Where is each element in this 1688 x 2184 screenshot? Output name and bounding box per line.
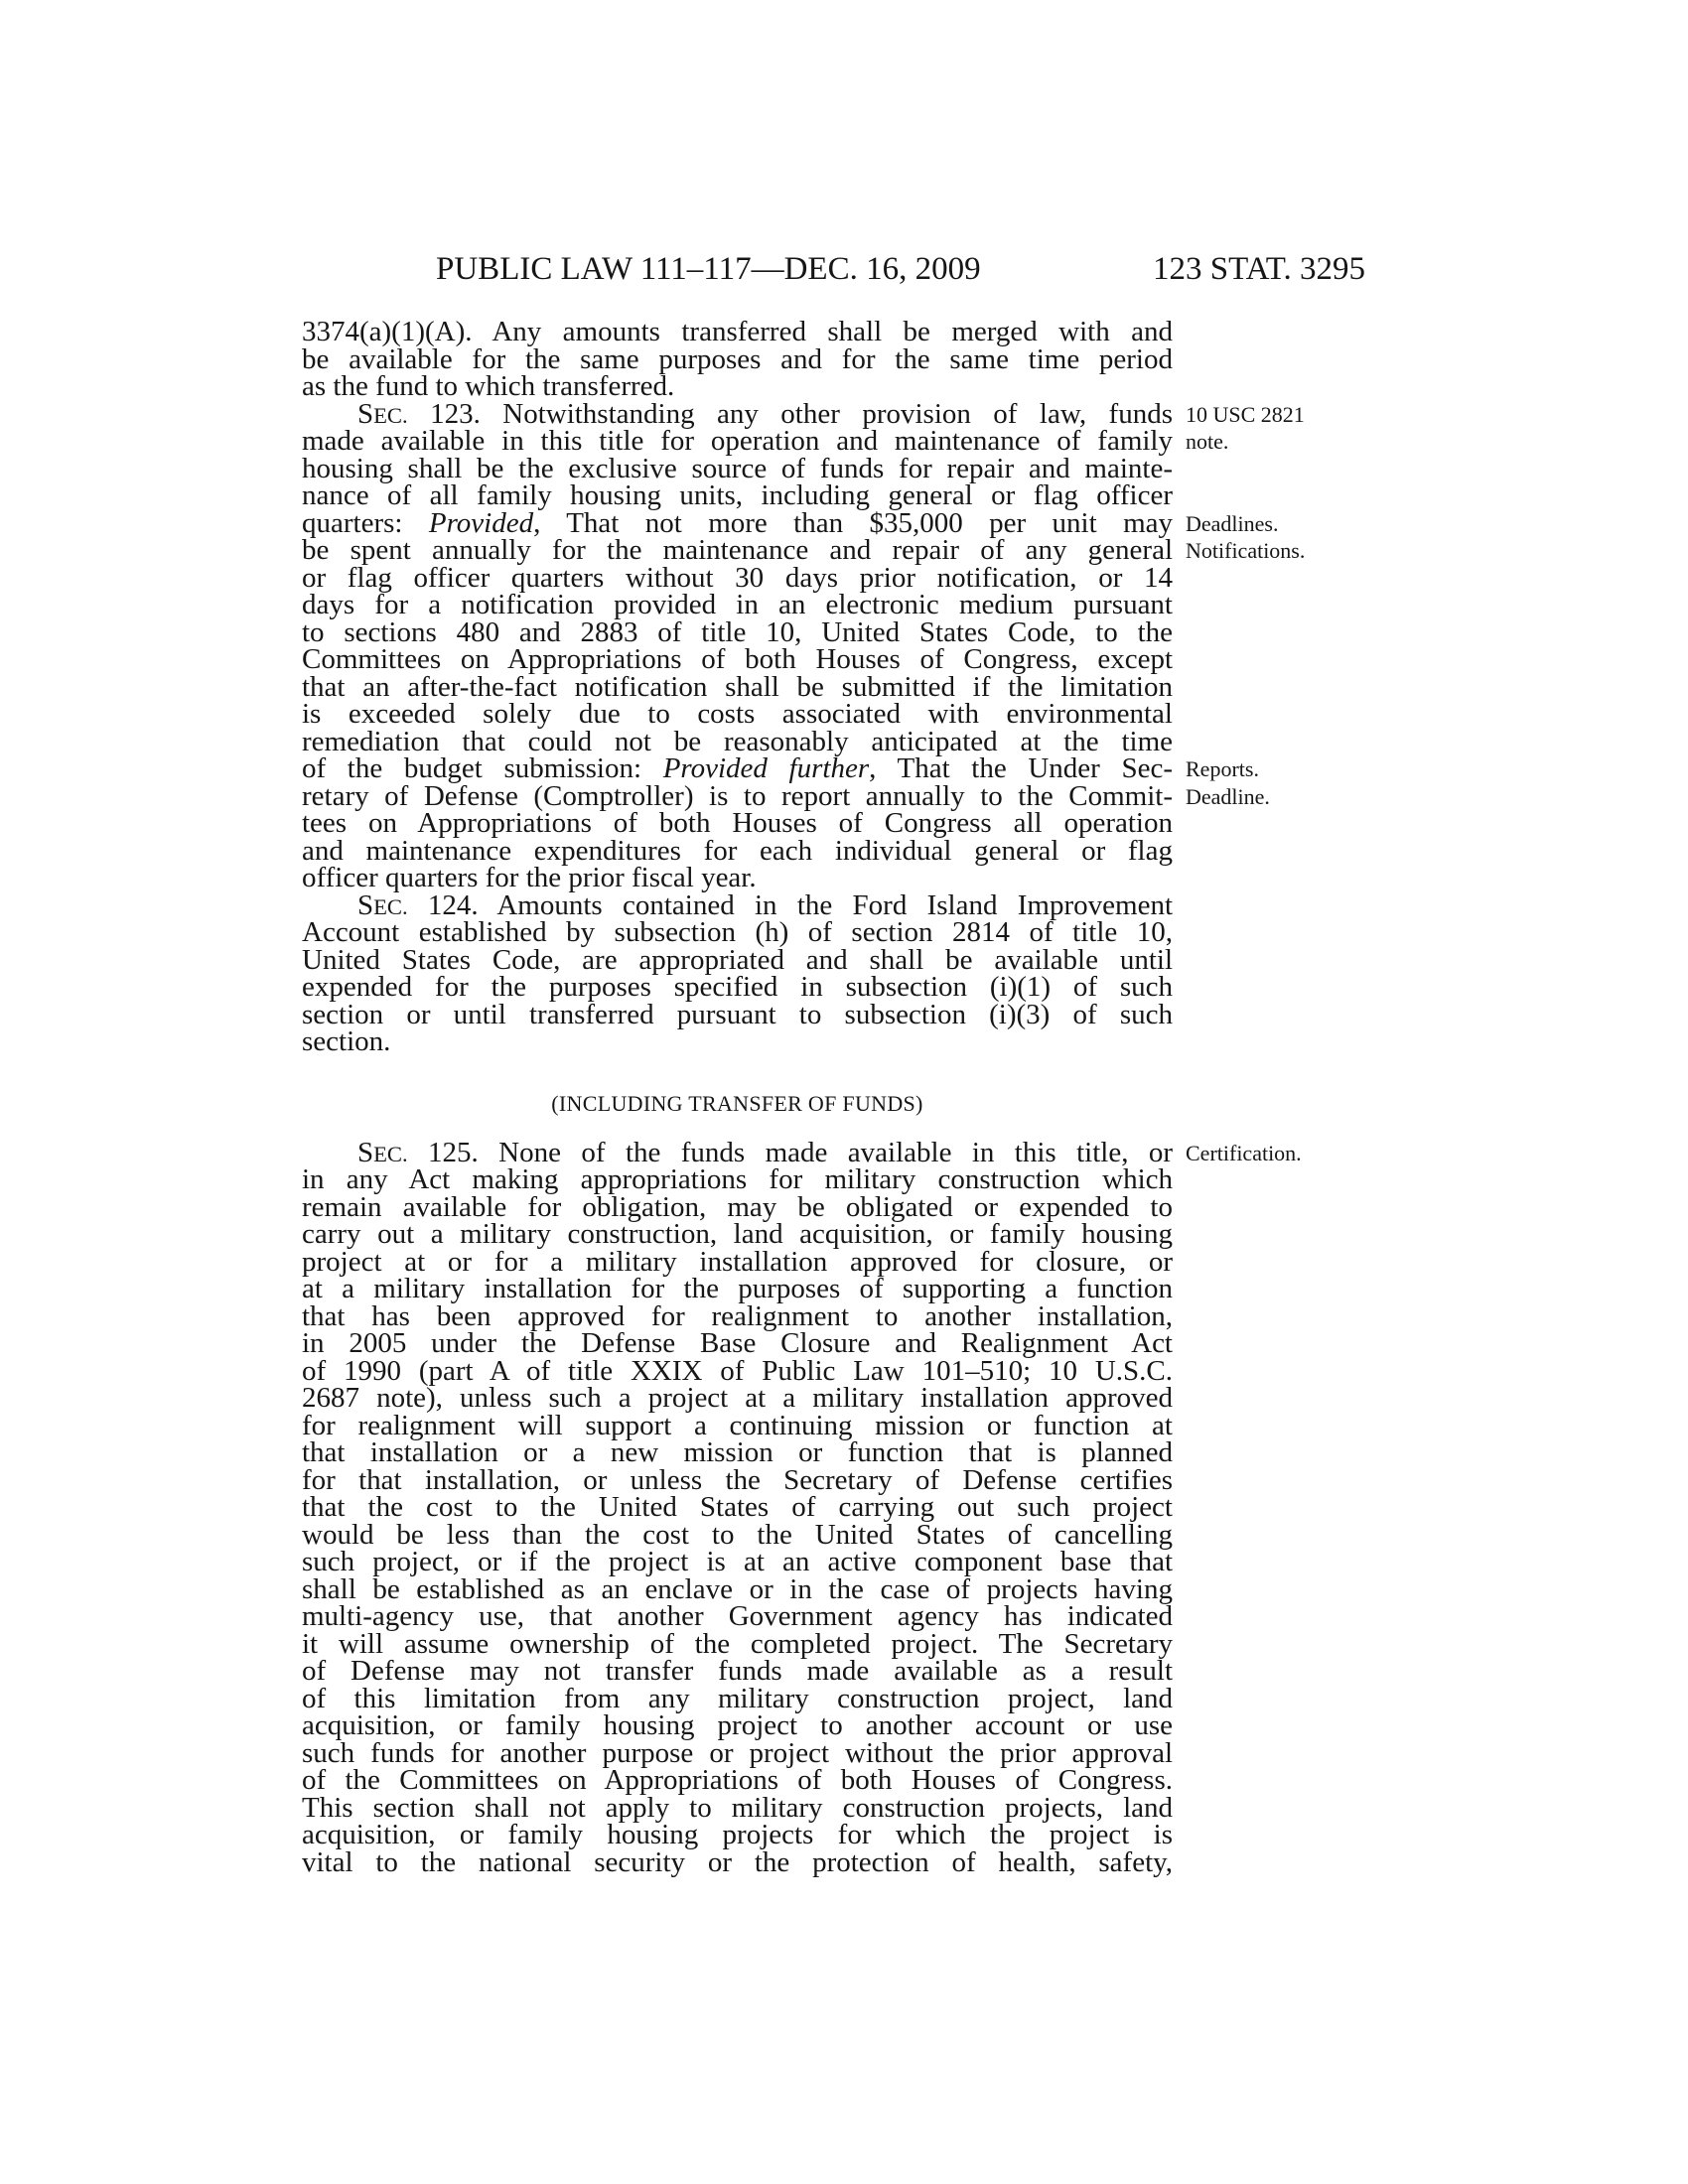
italic-text: Provided [428,506,534,539]
italic-text: Provided further [662,752,870,784]
text-line: retary of Defense (Comptroller) is to report annually to the Commit- Deadline. [302,779,1270,812]
text-line: be available for the same purposes and for the same time period [302,342,1173,375]
margin-note: Certification. [1186,1140,1302,1165]
text-line: 2687 note), unless such a project at a military installation approved [302,1382,1173,1414]
text-line: would be less than the cost to the United States of cancelling [302,1518,1173,1551]
section-label: SEC. [357,1136,408,1168]
text-line: it will assume ownership of the completed project. The Secretary [302,1627,1173,1660]
text-line: This section shall not apply to military construction projects, land [302,1791,1173,1824]
text-line: Account established by subsection (h) of section 2814 of title 10, [302,916,1173,948]
text-line: SEC. 124. Amounts contained in the Ford Island Improvement [357,888,1173,921]
text-line: as the fund to which transferred. [302,370,675,402]
text-line: SEC. 123. Notwithstanding any other provision of law, funds 10 USC 2821 [357,397,1305,430]
body-text [302,316,1306,1878]
text-line: shall be established as an enclave or in the case of projects having [302,1572,1173,1605]
section-label: SEC. [357,888,408,921]
text-line: 3374(a)(1)(A). Any amounts transferred shall be merged with and [302,316,1173,347]
text-line: made available in this title for operation and maintenance of family note. [302,425,1229,457]
text-line: tees on Appropriations of both Houses of Congress all operation [302,807,1173,839]
text-line: housing shall be the exclusive source of funds for repair and mainte- [302,452,1173,484]
text-line: acquisition, or family housing project to another account or use [302,1709,1173,1741]
section-label: SEC. [357,397,408,430]
text-line: be spent annually for the maintenance and repair of any general Notifications. [302,534,1306,566]
text-line: section. [302,1025,391,1057]
text-line: section or until transferred pursuant to subsection (i)(3) of such [302,998,1173,1030]
section-125-paragraph [302,1136,1302,1878]
text-line: Committees on Appropriations of both Houses of Congress, except [302,643,1173,675]
text-line: at a military installation for the purposes of supporting a function [302,1273,1173,1304]
running-head-title: PUBLIC LAW 111–117—DEC. 16, 2009 [436,251,981,287]
text-line: or flag officer quarters without 30 days prior notification, or 14 [302,561,1173,594]
text-line: to sections 480 and 2883 of title 10, United States Code, to the [302,615,1173,648]
text-line: is exceeded solely due to costs associated with environmental [302,698,1173,730]
text-line: of the budget submission: Provided further, That the Under Sec- Reports. [302,752,1259,784]
text-line: for that installation, or unless the Secretary of Defense certifies [302,1463,1173,1496]
text-line: of Defense may not transfer funds made available as a result [302,1655,1173,1687]
text-line: multi-agency use, that another Government agency has indicated [302,1600,1173,1632]
text-line: days for a notification provided in an electronic medium pursuant [302,589,1173,620]
margin-note: Deadlines. [1186,510,1279,536]
section-124-paragraph [302,888,1173,1057]
section-123-paragraph [302,397,1306,893]
margin-note: note. [1186,429,1229,454]
margin-note: Deadline. [1186,783,1270,809]
text-line: that installation or a new mission or function that is planned [302,1436,1173,1468]
text-line: for realignment will support a continuing mission or function at [302,1409,1173,1441]
text-line: project at or for a military installation approved for closure, or [302,1245,1173,1278]
text-line: of 1990 (part A of title XXIX of Public Law 101–510; 10 U.S.C. [302,1354,1173,1387]
text-line: in 2005 under the Defense Base Closure and Realignment Act [302,1327,1173,1359]
text-line: acquisition, or family housing projects for which the project is [302,1819,1173,1850]
margin-note: Reports. [1186,756,1259,781]
text-line: of the Committees on Appropriations of both Houses of Congress. [302,1764,1173,1796]
text-line: officer quarters for the prior fiscal year. [302,862,757,893]
subheading: (INCLUDING TRANSFER OF FUNDS) [551,1090,923,1116]
text-line: that the cost to the United States of carrying out such project [302,1491,1173,1523]
text-line: nance of all family housing units, including general or flag officer [302,479,1173,511]
text-line: vital to the national security or the protection of health, safety, [302,1845,1173,1878]
text-line: that has been approved for realignment to another installation, [302,1299,1173,1332]
text-line: such project, or if the project is at an active component base that [302,1546,1173,1577]
text-line: in any Act making appropriations for military construction which [302,1163,1173,1195]
text-line: SEC. 125. None of the funds made available in this title, or Certification. [357,1136,1302,1168]
margin-note: 10 USC 2821 [1186,401,1305,427]
paragraph-continuation [302,316,1173,402]
text-line: of this limitation from any military construction project, land [302,1682,1173,1714]
text-line: that an after-the-fact notification shall be submitted if the limitation [302,670,1173,703]
text-line: quarters: Provided, That not more than $35,000 per unit may Deadlines. [302,506,1279,539]
text-line: such funds for another purpose or project without the prior approval [302,1736,1173,1769]
margin-note: Notifications. [1186,538,1306,563]
text-line: and maintenance expenditures for each individual general or flag [302,834,1173,867]
text-line: carry out a military construction, land acquisition, or family housing [302,1218,1173,1250]
text-line: expended for the purposes specified in subsection (i)(1) of such [302,971,1173,1003]
text-line: United States Code, are appropriated and shall be available until [302,943,1173,976]
text-line: remediation that could not be reasonably anticipated at the time [302,725,1173,757]
running-head-stat-page: 123 STAT. 3295 [1152,251,1365,287]
text-line: remain available for obligation, may be obligated or expended to [302,1190,1173,1223]
